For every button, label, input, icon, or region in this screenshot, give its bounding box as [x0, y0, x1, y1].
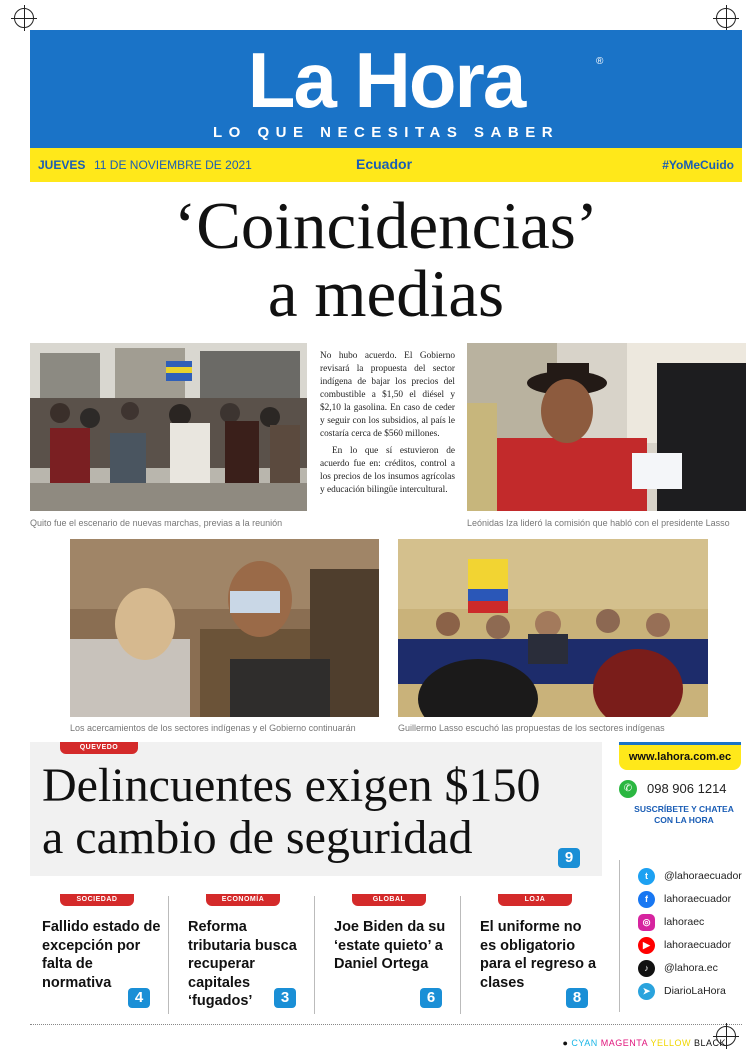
second-story-page: 9: [558, 848, 580, 868]
whatsapp-number: 098 906 1214: [647, 781, 727, 796]
social-handle: lahoraecuador: [664, 893, 732, 905]
second-story-tag: QUEVEDO: [60, 742, 138, 754]
color-dot-icon: ●: [562, 1038, 572, 1048]
color-black: BLACK: [693, 1038, 726, 1048]
brief-sociedad: [30, 894, 165, 1014]
social-list: [619, 860, 742, 1012]
registered-mark: ®: [596, 56, 604, 67]
slogan: LO QUE NECESITAS SABER: [212, 124, 560, 141]
date-day: JUEVES: [38, 158, 86, 172]
registration-mark-right: [716, 8, 736, 28]
lead-paragraph-2: En lo que sí estuvieron de acuerdo fue en: créditos, control a los precios de los insumos agrícolas y educación bilingüe intercultural.: [320, 446, 455, 495]
brief-page: 8: [566, 988, 588, 1008]
brief-page: 3: [274, 988, 296, 1008]
lead-headline-line2: a medias: [267, 257, 505, 331]
brief-page: 6: [420, 988, 442, 1008]
brief-title: El uniforme no es obligatorio para el regreso a clases: [480, 919, 597, 991]
subscribe-text: SUSCRÍBETE Y CHATEA CON LA HORA: [634, 804, 734, 825]
lead-body: [320, 350, 455, 497]
brief-divider: [460, 896, 461, 1014]
second-story-title-line2: a cambio de seguridad: [42, 811, 473, 864]
second-story-title-line1: Delincuentes exigen $150: [42, 759, 541, 812]
second-story: [30, 742, 602, 876]
brief-tag: GLOBAL: [352, 894, 426, 906]
caption-lasso-meeting: Guillermo Lasso escuchó las propuestas de los sectores indígenas: [398, 723, 665, 733]
date-bar: [30, 148, 742, 182]
caption-leonidas-iza: Leónidas Iza lideró la comisión que habló con el presidente Lasso: [467, 518, 730, 528]
photo-approach: [70, 539, 379, 717]
masthead: [30, 30, 742, 148]
sidebar: [612, 742, 742, 1012]
brief-tag: SOCIEDAD: [60, 894, 134, 906]
instagram-icon: ◎: [638, 914, 655, 931]
color-yellow: YELLOW: [650, 1038, 691, 1048]
color-magenta: MAGENTA: [600, 1038, 648, 1048]
brief-divider: [168, 896, 169, 1014]
brief-title: Reforma tributaria busca recuperar capitales ‘fugados’: [188, 919, 297, 1009]
telegram-icon: ➤: [638, 983, 655, 1000]
lead-paragraph-1: No hubo acuerdo. El Gobierno revisará la propuesta del sector indígena de bajar los precios del combustible a $1,50 el diésel y $2,10 la gasolina. En caso de ceder y seguir con los subsidios, al país le costaría cerca de $560 millones.: [320, 351, 455, 439]
brief-title: Fallido estado de excepción por falta de normativa: [42, 919, 161, 991]
brief-page: 4: [128, 988, 150, 1008]
social-handle: DiarioLaHora: [664, 985, 726, 997]
brief-title: Joe Biden da su ‘estate quieto’ a Daniel Ortega: [334, 919, 446, 972]
color-bar: [562, 1038, 726, 1048]
second-story-title: [42, 760, 541, 864]
caption-march: Quito fue el escenario de nuevas marchas, previas a la reunión: [30, 518, 283, 528]
brief-tag: ECONOMÍA: [206, 894, 280, 906]
social-handle: lahoraec: [664, 916, 705, 928]
whatsapp-icon: ✆: [619, 780, 637, 798]
photo-lasso-meeting: [398, 539, 708, 717]
brief-economia: [176, 894, 311, 1014]
caption-approach: Los acercamientos de los sectores indígenas y el Gobierno continuarán: [70, 723, 356, 733]
youtube-icon: ▶: [638, 937, 655, 954]
date-text: 11 DE NOVIEMBRE DE 2021: [94, 158, 252, 172]
lead-headline: [30, 189, 742, 331]
registration-mark-left: [14, 8, 34, 28]
social-handle: lahoraecuador: [664, 939, 732, 951]
edition-label: Ecuador: [356, 156, 413, 172]
facebook-icon: f: [638, 891, 655, 908]
footer-rule: [30, 1024, 742, 1025]
social-handle: @lahora.ec: [664, 962, 718, 974]
tiktok-icon: ♪: [638, 960, 655, 977]
brief-tag: LOJA: [498, 894, 572, 906]
brief-divider: [314, 896, 315, 1014]
photo-march: [30, 343, 307, 511]
lead-headline-line1: ‘Coincidencias’: [173, 189, 599, 263]
hashtag: #YoMeCuido: [662, 158, 734, 172]
photo-leonidas-iza: [467, 343, 746, 511]
website-link[interactable]: www.lahora.com.ec: [619, 742, 741, 770]
social-handle: @lahoraecuador: [664, 870, 742, 882]
twitter-icon: t: [638, 868, 655, 885]
brief-loja: [468, 894, 603, 1014]
brief-global: [322, 894, 457, 1014]
logo: La Hora: [247, 36, 525, 124]
color-cyan: CYAN: [571, 1038, 598, 1048]
